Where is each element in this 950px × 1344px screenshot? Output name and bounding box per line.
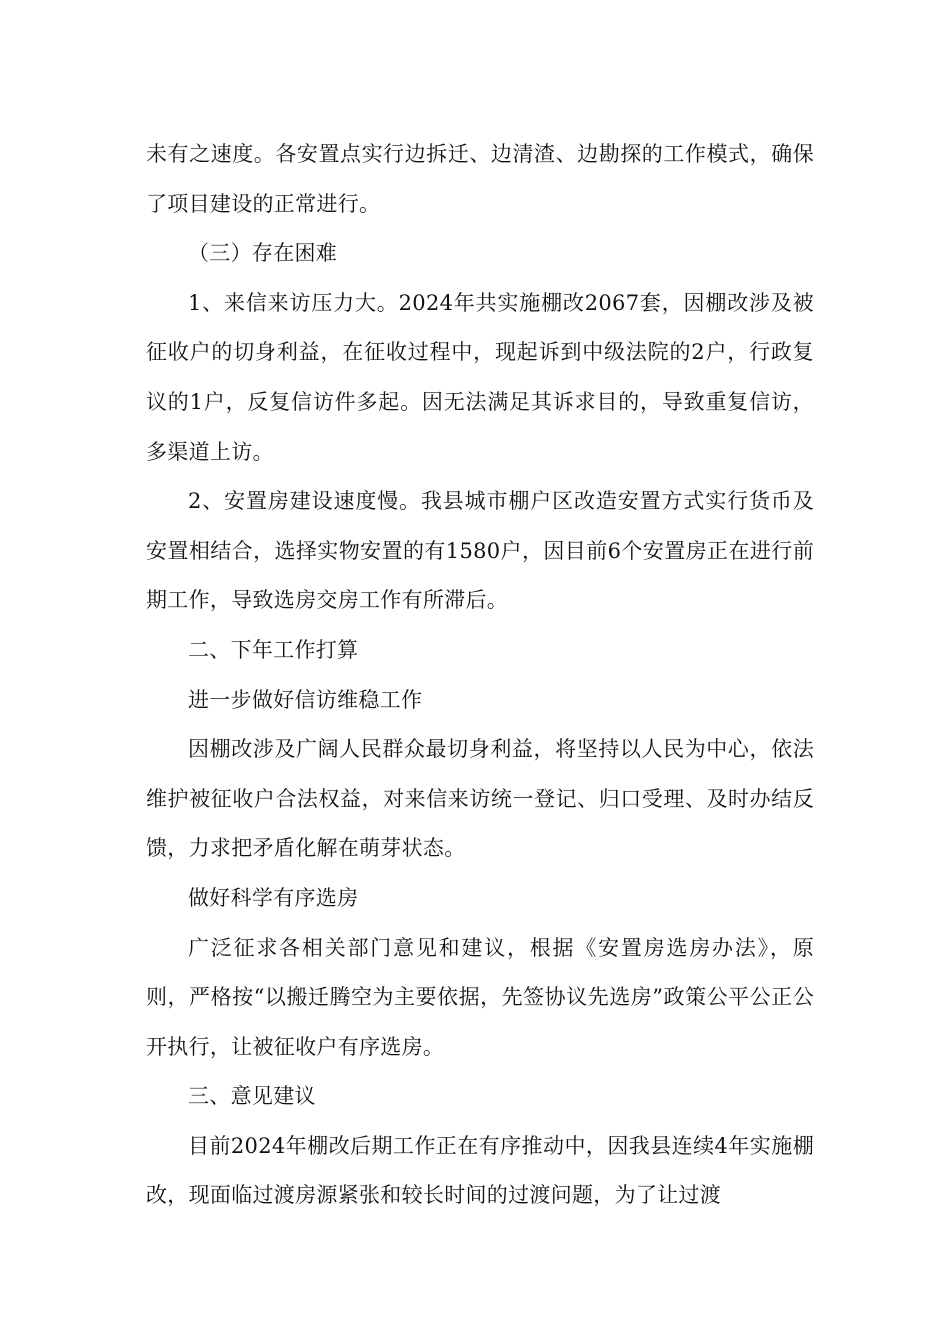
- subheading-difficulties: （三）存在困难: [188, 241, 338, 266]
- heading-next-year-plan: 二、下年工作打算: [188, 637, 359, 662]
- paragraph-construction-speed: 2、安置房建设速度慢。我县城市棚户区改造安置方式实行货币及安置相结合，选择实物安置的有1580户，因目前6个安置房正在进行前期工作，导致选房交房工作有所滞后。: [146, 489, 814, 613]
- paragraph-petition-stability: 因棚改涉及广阔人民群众最切身利益，将坚持以人民为中心，依法维护被征收户合法权益，对来信来访统一登记、归口受理、及时办结反馈，力求把矛盾化解在萌芽状态。: [146, 737, 814, 861]
- document-body: [146, 130, 814, 1221]
- heading-suggestions: 三、意见建议: [188, 1084, 316, 1109]
- paragraph-orderly-selection: 广泛征求各相关部门意见和建议，根据《安置房选房办法》，原则，严格按“以搬迁腾空为主要依据，先签协议先选房”政策公平公正公开执行，让被征收户有序选房。: [146, 935, 814, 1059]
- paragraph-petition-pressure: 1、来信来访压力大。2024年共实施棚改2067套，因棚改涉及被征收户的切身利益，在征收过程中，现起诉到中级法院的2户，行政复议的1户，反复信访件多起。因无法满足其诉求目的，导致重复信访，多渠道上访。: [146, 290, 814, 464]
- subheading-orderly-selection: 做好科学有序选房: [188, 885, 359, 910]
- paragraph-continuation: 未有之速度。各安置点实行边拆迁、边清渣、边勘探的工作模式，确保了项目建设的正常进行。: [146, 142, 814, 216]
- paragraph-suggestions: 目前2024年棚改后期工作正在有序推动中，因我县连续4年实施棚改，现面临过渡房源紧张和较长时间的过渡问题，为了让过渡: [146, 1133, 814, 1208]
- subheading-petition-stability: 进一步做好信访维稳工作: [188, 687, 423, 712]
